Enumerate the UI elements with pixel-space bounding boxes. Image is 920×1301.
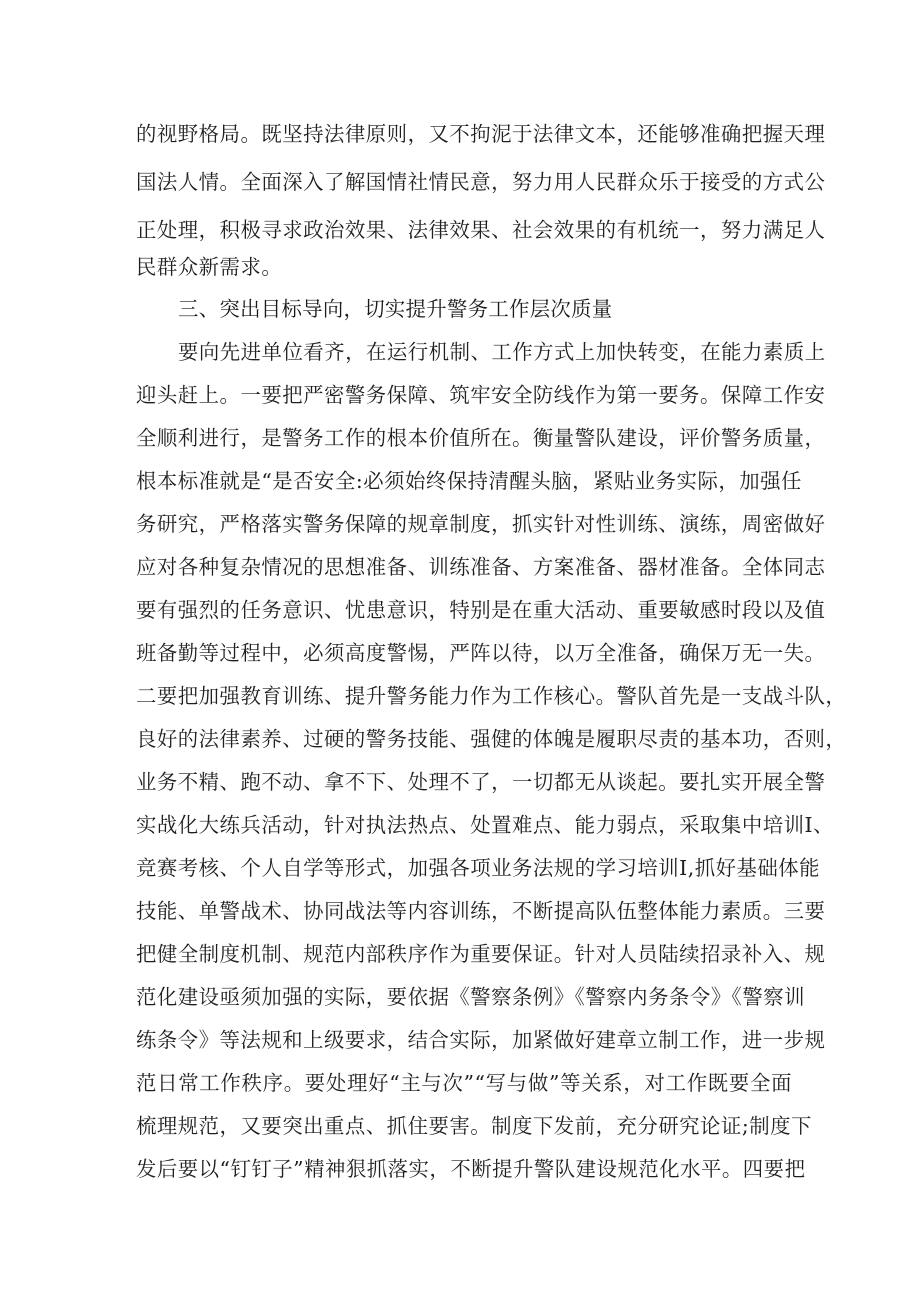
para2-line-8: 班备勤等过程中，必须高度警惕，严阵以待，以万全准备，确保万无一失。	[136, 641, 826, 665]
para2-line-16: 范化建设亟须加强的实际，要依据《警察条例》《警察内务条令》《警察训	[136, 985, 805, 1009]
para2-line-15: 把健全制度机制、规范内部秩序作为重要保证。针对人员陆续招录补入、规	[136, 942, 826, 966]
para2-line-3: 全顺利进行，是警务工作的根本价值所在。衡量警队建设，评价警务质量，	[136, 426, 826, 450]
para2-line-4: 根本标准就是“是否安全:必须始终保持清醒头脑，紧贴业务实际，加强任	[136, 469, 802, 493]
para2-line-1: 要向先进单位看齐，在运行机制、工作方式上加快转变，在能力素质上	[178, 340, 826, 364]
para1-line-1: 的视野格局。既坚持法律原则，又不拘泥于法律文本，还能够准确把握天理	[136, 122, 826, 146]
para1-line-3: 正处理，积极寻求政治效果、法律效果、社会效果的有机统一，努力满足人	[136, 218, 826, 242]
para2-line-9: 二要把加强教育训练、提升警务能力作为工作核心。警队首先是一支战斗队，	[136, 684, 847, 708]
para2-line-12: 实战化大练兵活动，针对执法热点、处置难点、能力弱点，采取集中培训I、	[136, 813, 834, 837]
para2-line-19: 梳理规范，又要突出重点、抓住要害。制度下发前，充分研究论证;制度下	[136, 1114, 812, 1138]
para2-line-5: 务研究，严格落实警务保障的规章制度，抓实针对性训练、演练，周密做好	[136, 512, 826, 536]
para2-line-14: 技能、单警战术、协同战法等内容训练，不断提高队伍整体能力素质。三要	[136, 899, 826, 923]
section-heading-3: 三、突出目标导向，切实提升警务工作层次质量	[178, 297, 613, 321]
para2-line-17: 练条令》等法规和上级要求，结合实际，加紧做好建章立制工作，进一步规	[136, 1028, 826, 1052]
para2-line-11: 业务不精、跑不动、拿不下、处理不了，一切都无从谈起。要扎实开展全警	[136, 770, 826, 794]
para1-line-2: 国法人情。全面深入了解国情社情民意，努力用人民群众乐于接受的方式公	[136, 170, 826, 194]
para2-line-10: 良好的法律素养、过硬的警务技能、强健的体魄是履职尽责的基本功，否则，	[136, 727, 847, 751]
para2-line-20: 发后要以“钉钉子”精神狠抓落实，不断提升警队建设规范化水平。四要把	[136, 1157, 806, 1181]
para2-line-2: 迎头赶上。一要把严密警务保障、筑牢安全防线作为第一要务。保障工作安	[136, 383, 826, 407]
para1-line-4: 民群众新需求。	[136, 255, 283, 279]
para2-line-18: 范日常工作秩序。要处理好“主与次”“写与做”等关系，对工作既要全面	[136, 1071, 792, 1095]
para2-line-6: 应对各种复杂情况的思想准备、训练准备、方案准备、器材准备。全体同志	[136, 555, 826, 579]
para2-line-13: 竞赛考核、个人自学等形式，加强各项业务法规的学习培训I,抓好基础体能	[136, 856, 821, 880]
para2-line-7: 要有强烈的任务意识、忧患意识，特别是在重大活动、重要敏感时段以及值	[136, 598, 826, 622]
